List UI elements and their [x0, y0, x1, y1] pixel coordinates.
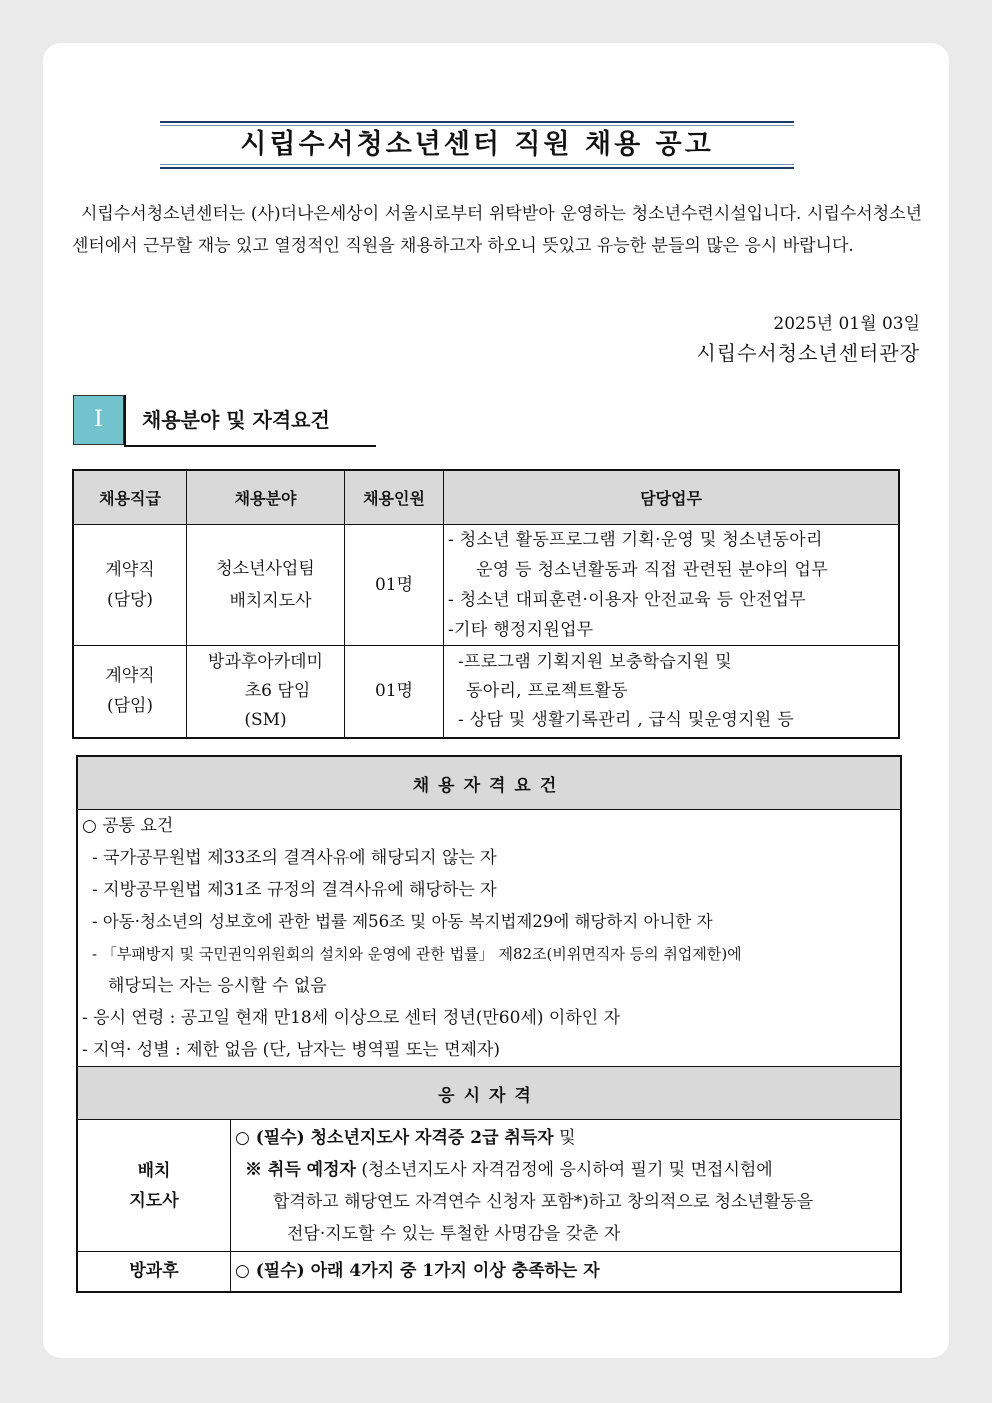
field-cell [187, 525, 345, 646]
table-row [73, 525, 899, 646]
announcement-date: 2025년 01월 03일 [773, 314, 920, 334]
grade-text: 계약직 [105, 560, 155, 580]
count-cell: 01명 [345, 646, 444, 738]
requirement-line: - 「부패방지 및 국민권익위원회의 설치와 운영에 관한 법률」 제82조(비위면직자 등의 취업제한)에 [92, 945, 742, 963]
qualifications-header: 응시자격 [77, 1067, 901, 1120]
table-row [73, 646, 899, 738]
section-number: Ⅰ [73, 395, 124, 445]
field-cell [187, 646, 345, 738]
requirement-line: - 국가공무원법 제33조의 결격사유에 해당되지 않는 자 [92, 848, 497, 868]
title-rule-top-thin [160, 125, 794, 126]
qualification-text: (청소년지도사 자격검정에 응시하여 필기 및 면접시험에 [355, 1159, 773, 1180]
title-rule-bottom-thin [160, 164, 794, 165]
requirement-line: ○ 공통 요건 [82, 816, 174, 836]
requirements-table [76, 755, 902, 1293]
requirement-line: - 지방공무원법 제31조 규정의 결격사유에 해당하는 자 [92, 880, 497, 900]
requirement-line: 해당되는 자는 응시할 수 없음 [108, 976, 327, 996]
grade-text: 계약직 [105, 666, 155, 687]
duty-line: -기타 행정지원업무 [448, 620, 594, 640]
field-subtext: 초6 담임 [244, 680, 311, 701]
requirements-header: 채용자격요건 [77, 756, 901, 810]
qualification-body [231, 1120, 902, 1252]
requirements-row [77, 810, 901, 1067]
qualification-label: 방과후 [77, 1252, 231, 1292]
qualification-bold: ○ (필수) 아래 4가지 중 1가지 이상 충족하는 자 [235, 1261, 600, 1282]
duty-line: - 상담 및 생활기록관리 , 급식 및운영지원 등 [458, 709, 794, 730]
grade-subtext: (담당) [106, 590, 154, 610]
qualification-line [235, 1255, 896, 1287]
field-subtext: 배치지도사 [229, 591, 312, 611]
section-heading [73, 395, 376, 447]
qualification-bold: ○ (필수) 청소년지도사 자격증 2급 취득자 [235, 1127, 554, 1148]
header-duties: 담당업무 [444, 470, 900, 525]
duty-line: - 청소년 대피훈련·이용자 안전교육 등 안전업무 [448, 590, 806, 610]
qualification-row [77, 1120, 901, 1252]
jobs-header-row [73, 470, 899, 525]
count-cell: 01명 [345, 525, 444, 646]
duty-line: 운영 등 청소년활동과 직접 관련된 분야의 업무 [476, 560, 828, 580]
jobs-table [72, 469, 900, 739]
page-title: 시립수서청소년센터 직원 채용 공고 [240, 129, 714, 160]
section-underline [124, 445, 376, 447]
grade-subtext: (담임) [106, 696, 154, 717]
qualification-line: 합격하고 해당연도 자격연수 신청자 포함*)하고 창의적으로 청소년활동을 [273, 1191, 814, 1212]
title-rule-top [160, 121, 794, 123]
qualifications-header-row [77, 1067, 901, 1120]
requirement-line: - 응시 연령 : 공고일 현재 만18세 이상으로 센터 정년(만60세) 이하인 자 [82, 1008, 620, 1028]
field-text: 청소년사업팀 [216, 559, 315, 579]
qualification-body [231, 1252, 902, 1292]
grade-cell [73, 646, 187, 738]
section-title: 채용분야 및 자격요건 [124, 395, 376, 445]
field-text: 방과후아카데미 [208, 651, 323, 672]
requirement-line: - 지역· 성별 : 제한 없음 (단, 남자는 병역필 또는 면제자) [82, 1040, 501, 1060]
header-count: 채용인원 [345, 470, 444, 525]
qualification-label [77, 1120, 231, 1252]
qualification-row [77, 1252, 901, 1292]
field-subtext: (SM) [244, 709, 287, 730]
qualification-line [235, 1154, 896, 1186]
requirements-body [77, 810, 901, 1067]
label-line: 지도사 [129, 1190, 179, 1211]
requirement-line: - 아동·청소년의 성보호에 관한 법률 제56조 및 아동 복지법제29에 해당하지 아니한 자 [92, 912, 713, 931]
qualification-line [235, 1122, 896, 1154]
header-field: 채용분야 [187, 470, 345, 525]
header-grade: 채용직급 [73, 470, 187, 525]
duty-line: 동아리, 프로젝트활동 [466, 680, 628, 701]
duty-line: -프로그램 기획지원 보충학습지원 및 [458, 651, 732, 672]
title-box [160, 121, 794, 169]
duties-cell [444, 646, 900, 738]
qualification-text: 및 [553, 1127, 576, 1148]
grade-cell [73, 525, 187, 646]
duties-cell [444, 525, 900, 646]
label-line: 배치 [137, 1160, 171, 1181]
qualification-bold: ※ 취득 예정자 [245, 1159, 356, 1180]
duty-line: - 청소년 활동프로그램 기획·운영 및 청소년동아리 [448, 530, 823, 550]
intro-paragraph: 시립수서청소년센터는 (사)더나은세상이 서울시로부터 위탁받아 운영하는 청소년수련시설입니다. 시립수서청소년센터에서 근무할 재능 있고 열정적인 직원을 채용하고자 하오니 뜻있고 유능한 분들의 많은 응시 바랍니다. [72, 204, 922, 256]
qualification-line: 전담·지도할 수 있는 투철한 사명감을 갖춘 자 [287, 1223, 621, 1244]
title-rule-bottom [160, 167, 794, 169]
requirements-header-row [77, 756, 901, 810]
issuer: 시립수서청소년센터관장 [696, 341, 920, 365]
document-page [43, 43, 949, 1358]
